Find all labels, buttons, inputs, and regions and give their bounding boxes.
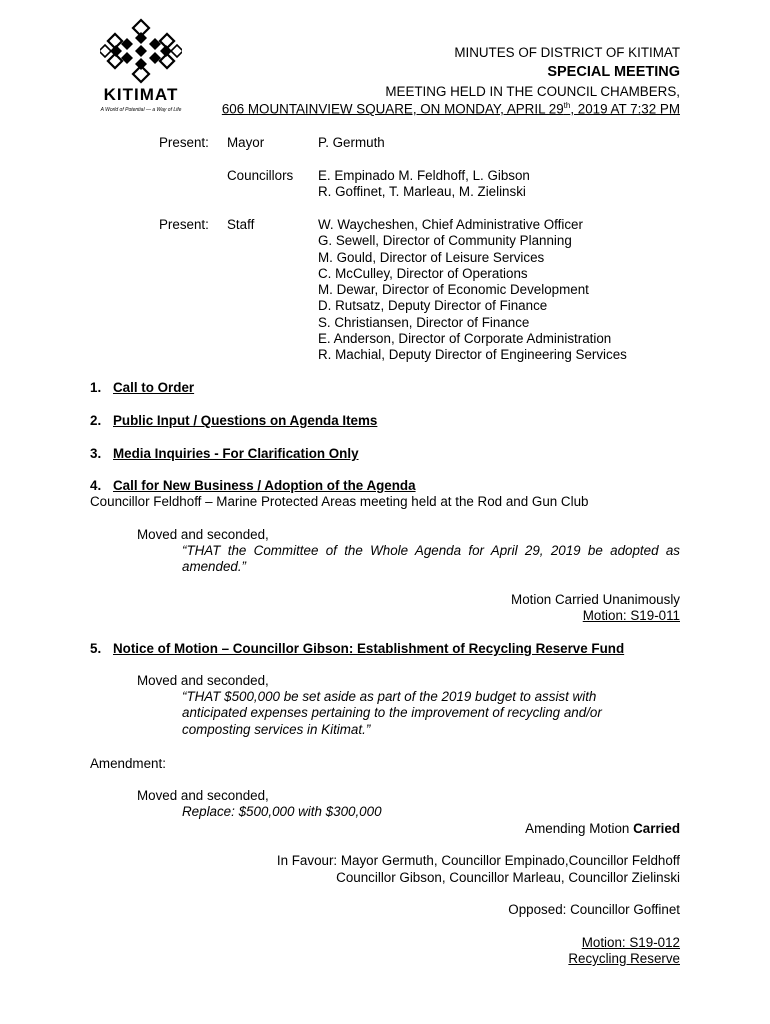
motion-number: Motion: S19-011 [582, 608, 680, 623]
result-status: Carried [633, 821, 680, 836]
date-line-time: , 2019 AT 7:32 PM [570, 101, 680, 117]
section-title: Notice of Motion – Councillor Gibson: Establishment of Recycling Reserve Fund [113, 641, 625, 656]
date-line-text: 606 MOUNTAINVIEW SQUARE, ON MONDAY, APRIL 29 [221, 101, 564, 117]
date-suffix: th [563, 101, 571, 110]
mayor-name: P. Germuth [318, 135, 385, 150]
agenda-motion-text: “THAT the Committee of the Whole Agenda for April 29, 2019 be adopted as amended.” [182, 543, 680, 575]
new-business-note: Councillor Feldhoff – Marine Protected Areas meeting held at the Rod and Gun Club [90, 494, 589, 509]
section-number: 5. [90, 641, 102, 656]
amending-motion-result [525, 821, 680, 837]
section-title: Call for New Business / Adoption of the Agenda [113, 478, 416, 493]
meeting-type: SPECIAL MEETING [547, 64, 680, 80]
meeting-date-line [222, 101, 680, 116]
staff-label: Staff [227, 217, 255, 232]
motion-number: Motion: S19-012 [581, 935, 680, 950]
snowflake-logo-icon [100, 18, 182, 84]
motion-line: anticipated expenses pertaining to the improvement of recycling and/or [182, 705, 602, 721]
result-text: Amending Motion [525, 821, 634, 836]
amendment-label: Amendment: [90, 756, 166, 771]
list-item: R. Goffinet, T. Marleau, M. Zielinski [318, 184, 526, 200]
moved-seconded: Moved and seconded, [137, 527, 269, 542]
in-favour-line: In Favour: Mayor Germuth, Councillor Empinado,Councillor Feldhoff [276, 853, 680, 868]
list-item: S. Christiansen, Director of Finance [318, 314, 530, 330]
logo-tagline: A World of Potential — a Way of Life [100, 107, 182, 113]
list-item: M. Dewar, Director of Economic Development [318, 282, 589, 298]
section-heading [90, 641, 624, 656]
opposed-line: Opposed: Councillor Goffinet [508, 902, 680, 917]
section-title: Public Input / Questions on Agenda Items [113, 413, 378, 428]
section-number: 3. [90, 446, 102, 461]
kitimat-logo [100, 18, 182, 120]
motion-line: “THAT $500,000 be set aside as part of the 2019 budget to assist with [182, 689, 597, 704]
section-heading [90, 380, 194, 395]
councillors-label: Councillors [227, 168, 294, 183]
amendment-text: Replace: $500,000 with $300,000 [182, 804, 382, 819]
moved-seconded: Moved and seconded, [137, 673, 269, 688]
mayor-label: Mayor [227, 135, 265, 150]
moved-seconded: Moved and seconded, [137, 788, 269, 803]
staff-list [318, 217, 627, 364]
list-item: G. Sewell, Director of Community Planning [318, 233, 572, 249]
councillors-list [318, 168, 530, 201]
meeting-location-line: MEETING HELD IN THE COUNCIL CHAMBERS, [385, 84, 680, 99]
list-item: M. Gould, Director of Leisure Services [318, 249, 545, 265]
list-item: W. Waycheshen, Chief Administrative Officer [318, 217, 583, 232]
motion-title: Recycling Reserve [568, 951, 680, 966]
logo-name: KITIMAT [103, 85, 179, 104]
section-number: 2. [90, 413, 102, 428]
section-title: Media Inquiries - For Clarification Only [113, 446, 359, 461]
section-heading [90, 478, 416, 493]
in-favour-line: Councillor Gibson, Councillor Marleau, Councillor Zielinski [336, 870, 680, 885]
section-heading [90, 446, 359, 461]
list-item: E. Anderson, Director of Corporate Administration [318, 331, 612, 347]
motion-result: Motion Carried Unanimously [511, 592, 680, 607]
motion-line: composting services in Kitimat.” [182, 721, 371, 737]
list-item: E. Empinado M. Feldhoff, L. Gibson [318, 168, 530, 183]
section-number: 4. [90, 478, 102, 493]
section-heading [90, 413, 377, 428]
section-number: 1. [90, 380, 102, 395]
present-label: Present: [159, 135, 209, 150]
list-item: C. McCulley, Director of Operations [318, 265, 528, 281]
list-item: R. Machial, Deputy Director of Engineering Services [318, 347, 627, 363]
present-label: Present: [159, 217, 209, 232]
recycling-motion-text [182, 689, 602, 738]
minutes-title: MINUTES OF DISTRICT OF KITIMAT [454, 45, 680, 60]
section-title: Call to Order [113, 380, 195, 395]
list-item: D. Rutsatz, Deputy Director of Finance [318, 298, 548, 314]
